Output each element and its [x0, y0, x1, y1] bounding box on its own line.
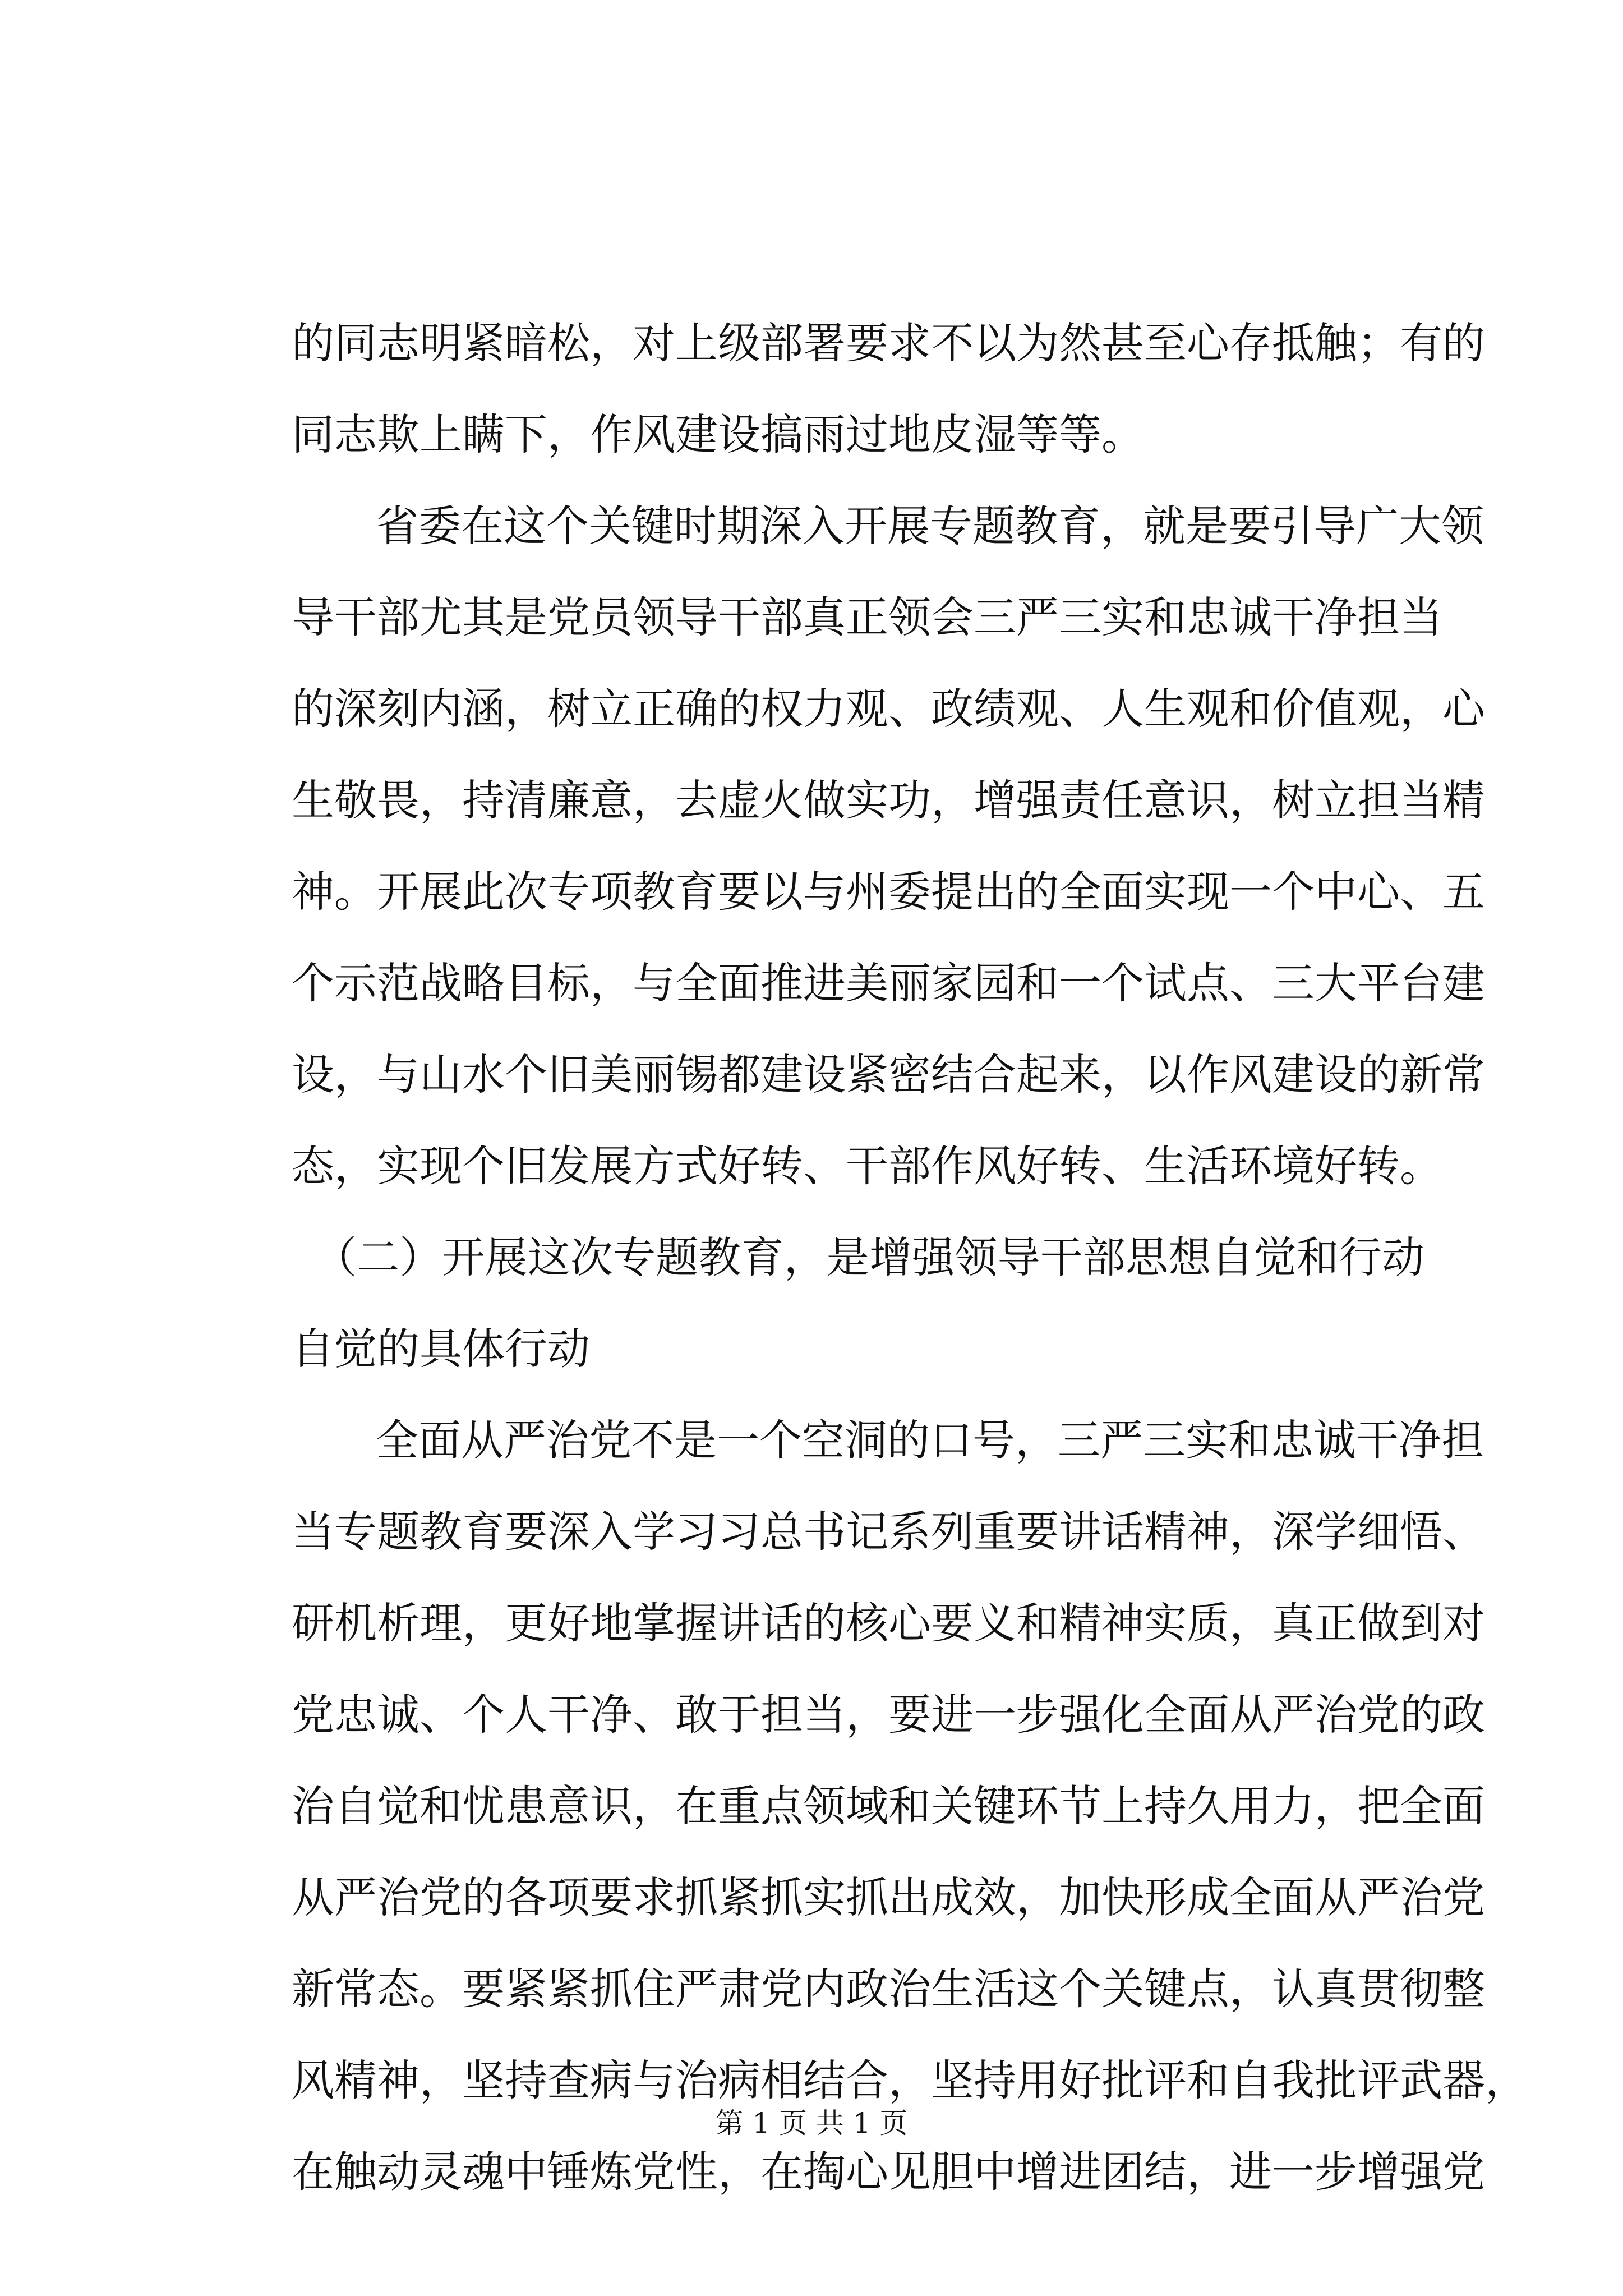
text-line: 风精神，坚持查病与治病相结合，坚持用好批评和自我批评武器，: [292, 2055, 1528, 2105]
page-number-label: 第 1 页 共 1 页: [715, 2107, 908, 2139]
section-heading-line: （二）开展这次专题教育，是增强领导干部思想自觉和行动: [314, 1232, 1424, 1282]
text-line: 神。开展此次专项教育要以与州委提出的全面实现一个中心、五: [292, 867, 1485, 917]
section-heading-line: 自觉的具体行动: [292, 1324, 590, 1374]
text-line: 研机析理，更好地掌握讲话的核心要义和精神实质，真正做到对: [292, 1598, 1485, 1648]
text-line: 新常态。要紧紧抓住严肃党内政治生活这个关键点，认真贯彻整: [292, 1964, 1485, 2014]
text-line: 态，实现个旧发展方式好转、干部作风好转、生活环境好转。: [292, 1141, 1442, 1191]
text-line: 的同志明紧暗松，对上级部署要求不以为然甚至心存抵触；有的: [292, 318, 1485, 368]
text-line: 同志欺上瞒下，作风建设搞雨过地皮湿等等。: [292, 409, 1144, 459]
paragraph-start-line: 省委在这个关键时期深入开展专题教育，就是要引导广大领: [376, 501, 1484, 551]
paragraph-start-line: 全面从严治党不是一个空洞的口号，三严三实和忠诚干净担: [376, 1415, 1484, 1465]
text-line: 在触动灵魂中锤炼党性，在掏心见胆中增进团结，进一步增强党: [292, 2147, 1485, 2197]
text-line: 当专题教育要深入学习习总书记系列重要讲话精神，深学细悟、: [292, 1507, 1485, 1557]
text-line: 生敬畏，持清廉意，去虚火做实功，增强责任意识，树立担当精: [292, 775, 1485, 825]
text-line: 设，与山水个旧美丽锡都建设紧密结合起来，以作风建设的新常: [292, 1050, 1485, 1099]
text-line: 从严治党的各项要求抓紧抓实抓出成效，加快形成全面从严治党: [292, 1872, 1485, 1922]
text-line: 个示范战略目标，与全面推进美丽家园和一个试点、三大平台建: [292, 958, 1485, 1008]
text-line: 党忠诚、个人干净、敢于担当，要进一步强化全面从严治党的政: [292, 1690, 1485, 1740]
text-line: 的深刻内涵，树立正确的权力观、政绩观、人生观和价值观，心: [292, 684, 1485, 734]
body-text: [292, 297, 1528, 2217]
text-line: 导干部尤其是党员领导干部真正领会三严三实和忠诚干净担当: [292, 592, 1442, 642]
text-line: 治自觉和忧患意识，在重点领域和关键环节上持久用力，把全面: [292, 1781, 1485, 1831]
page-footer: [0, 2104, 1623, 2143]
